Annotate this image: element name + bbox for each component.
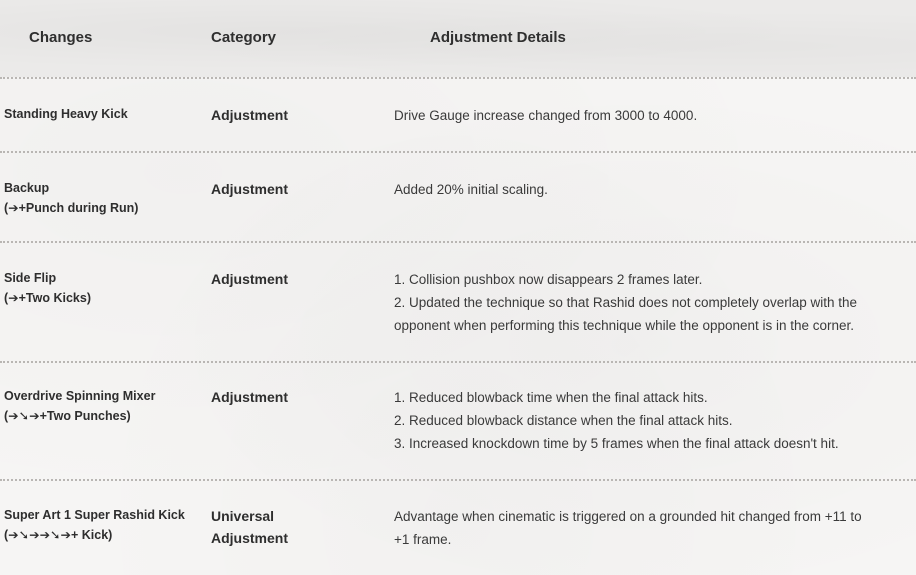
category-label: Adjustment <box>211 530 288 546</box>
row-divider <box>0 77 916 79</box>
change-name: Super Art 1 Super Rashid Kick <box>4 508 185 522</box>
header-category: Category <box>211 29 277 46</box>
category-label: Adjustment <box>211 389 288 405</box>
category-label: Universal <box>211 508 275 524</box>
details-line: Drive Gauge increase changed from 3000 to 4000. <box>394 108 698 123</box>
category-cell <box>211 104 371 126</box>
row-divider <box>0 361 916 363</box>
change-input: (➔+Two Kicks) <box>4 291 91 305</box>
details-line: 1. Collision pushbox now disappears 2 frames later. <box>394 272 703 287</box>
category-cell <box>211 505 371 549</box>
details-line: 1. Reduced blowback time when the final attack hits. <box>394 390 708 405</box>
details-line: Advantage when cinematic is triggered on a grounded hit changed from +11 to <box>394 509 862 524</box>
details-line: Added 20% initial scaling. <box>394 182 548 197</box>
details-cell <box>394 268 899 337</box>
details-cell <box>394 386 899 455</box>
details-line: +1 frame. <box>394 532 452 547</box>
category-label: Adjustment <box>211 181 288 197</box>
category-cell <box>211 386 371 408</box>
details-cell <box>394 104 899 127</box>
change-input: (➔➘➔+Two Punches) <box>4 409 131 423</box>
header-changes: Changes <box>29 29 93 46</box>
category-label: Adjustment <box>211 271 288 287</box>
change-input: (➔➘➔➔➘➔+ Kick) <box>4 528 113 542</box>
category-cell <box>211 178 371 200</box>
details-line: 2. Updated the technique so that Rashid does not completely overlap with the <box>394 295 858 310</box>
row-divider <box>0 151 916 153</box>
change-cell <box>4 268 200 308</box>
details-line: opponent when performing this technique while the opponent is in the corner. <box>394 318 855 333</box>
header-details: Adjustment Details <box>430 29 566 46</box>
change-name: Overdrive Spinning Mixer <box>4 389 156 403</box>
row-divider <box>0 479 916 481</box>
category-label: Adjustment <box>211 107 288 123</box>
change-cell <box>4 178 200 218</box>
change-cell <box>4 386 200 426</box>
table-header <box>0 0 916 77</box>
change-name: Backup <box>4 181 50 195</box>
change-cell <box>4 104 200 124</box>
details-cell <box>394 178 899 201</box>
change-cell <box>4 505 200 545</box>
details-cell <box>394 505 899 551</box>
details-line: 2. Reduced blowback distance when the final attack hits. <box>394 413 733 428</box>
change-input: (➔+Punch during Run) <box>4 201 139 215</box>
row-divider <box>0 241 916 243</box>
details-line: 3. Increased knockdown time by 5 frames when the final attack doesn't hit. <box>394 436 839 451</box>
change-name: Standing Heavy Kick <box>4 107 128 121</box>
category-cell <box>211 268 371 290</box>
change-name: Side Flip <box>4 271 57 285</box>
